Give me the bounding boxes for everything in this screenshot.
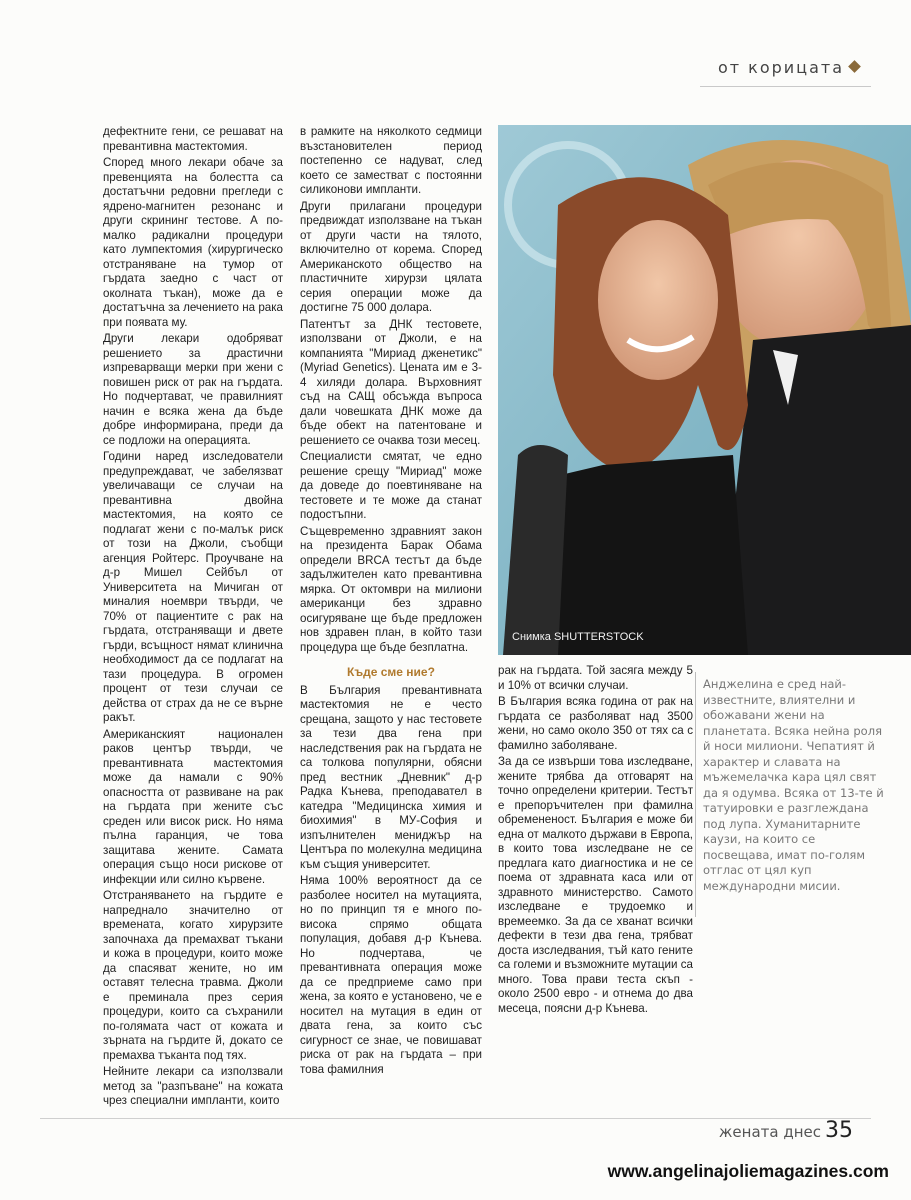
paragraph: За да се извърши това изследване, жените трябва да отговарят на точно определени критерии. Тестът е препоръчителен при фамилна обремененост. България е може би една от малкото държави в Европа, в които това изследване не се предлага като диагностика и не се поема от здравната каса или от здравното министерство. Самото изследване е трудоемко и времеемко. За да се хванат всички дефекти в тези два гена, трябват доста изследвания, тъй като гените са големи и възможните мутации са много. Това прави теста скъп - около 2500 евро - и отнема до два месеца, поясни д-р Кънева.	[498, 755, 693, 1015]
sidebar-text: Анджелина е сред най-известните, влиятелни и обожавани жени на планетата. Всяка нейна роля й носи милиони. Чепатият й характер и славата на мъжемелачка кара цял свят да я одумва. Всяка от 13-те й татуировки е разглеждана под лупа. Хуманитарните каузи, на които се посвещава, имат по-голям отглас от цял куп международни мисии.	[703, 677, 884, 893]
page-footer	[719, 1118, 853, 1143]
photo-illustration	[498, 125, 911, 655]
paragraph: Нейните лекари са използвали метод за "разпъване" на кожата чрез специални импланти, които	[103, 1065, 283, 1107]
photo-credit: Снимка SHUTTERSTOCK	[512, 631, 644, 643]
paragraph: Други прилагани процедури предвиждат използване на тъкан от други части на тялото, включително от корема. Според Американското общество на пластичните хирурзи цялата серия операции може да достигне 75 000 долара.	[300, 199, 482, 314]
paragraph: Патентът за ДНК тестовете, използвани от Джоли, е на компанията "Мириад дженетикс" (Myriad Genetics). Цената им е 3-4 хиляди долара. Върховният съд на САЩ обсъжда въпроса дали човешката ДНК може да бъде обект на патентоване и решението се очаква този месец.	[300, 317, 482, 447]
column-1	[103, 125, 283, 1111]
paragraph: Отстраняването на гърдите е напреднало значително от времената, когато хирурзите започнаха да премахват тъкани и кожа в процедури, които може да спасяват жените, но им оставят телесна травма. Джоли е преминала през серия процедури, които са съхранили по-голямата част от кожата и зърната на гърдите й, докато се премахва тъканта под тях.	[103, 889, 283, 1062]
section-header	[718, 58, 859, 77]
paragraph: в рамките на няколкото седмици възстановителен период постепенно се надуват, след което се заместват с постоянни силиконови импланти.	[300, 125, 482, 196]
magazine-name: жената днес	[718, 1123, 821, 1141]
paragraph: В България всяка година от рак на гърдата се разболяват над 3500 жени, но само около 350 от тях са с фамилно заболяване.	[498, 695, 693, 752]
paragraph: Няма 100% вероятност да се разболее носител на мутацията, но по принцип тя е много по-висока спрямо общата популация, добавя д-р Кънева. Но подчертава, че превантивната операция може да се предприеме само при жена, за която е установено, че е носител на мутация в един от двата гена, за които със сигурност се знае, че повишават риска от рак на гърдата – при това фамилния	[300, 874, 482, 1076]
header-rule	[700, 86, 871, 87]
paragraph: Други лекари одобряват решението за драстични изпреварващи мерки при жени с повишен риск от рак на гърдата. Но подчертават, че правилният начин е всяка жена да бъде добре информирана, преди да се подложи на операцията.	[103, 332, 283, 447]
page-number: 35	[825, 1118, 853, 1143]
paragraph: В България превантивната мастектомия не е често срещана, защото у нас тестовете за тези два гена при наследствения рак на гърдата не са толкова популярни, обясни пред вестник „Дневник" д-р Радка Кънева, преподавател в катедра "Медицинска химия и биохимия" в МУ-София и изпълнителен мениджър на Центъра по молекулна медицина към същия университет.	[300, 683, 482, 871]
column-3	[498, 664, 693, 1018]
paragraph: Години наред изследователи предупреждават, че забелязват увеличаващи се случаи на превантивна двойна мастектомия, на която се подлагат жени с по-малък риск от този на Джоли, съобщи агенция Ройтерс. Проучване на д-р Мишел Сейбъл от Университета на Мичиган от миналия ноември твърди, че 70% от пациентите с рак на гърдата, отстраняващи и двете гърди, всъщност нямат клинична необходимост да се подлагат на тази процедура. В огромен процент от тези случаи се действа от страх да не се върне ракът.	[103, 450, 283, 724]
paragraph: Американският национален раков център твърди, че превантивната мастектомия може да намали с 90% опасността от развиване на рак на гърдата при жените със среден или висок риск. Но няма пълна гаранция, че това защитава жените. Самата операция също носи рискове от инфекции или силно кървене.	[103, 727, 283, 886]
subheading: Къде сме ние?	[347, 665, 435, 679]
paragraph: Специалисти смятат, че едно решение срещу "Мириад" може да доведе до поевтиняване на тестовете и те може да станат подостъпни.	[300, 450, 482, 521]
cover-photo	[498, 125, 911, 655]
paragraph: Същевременно здравният закон на президента Барак Обама определи BRCA тестът да бъде задължителен като превантивна мярка. От октомври на милиони американци без здравно осигуряване ще бъде предложен нов здравен план, в който тази процедура ще бъде безплатна.	[300, 524, 482, 654]
paragraph: дефектните гени, се решават на превантивна мастектомия.	[103, 125, 283, 153]
watermark-url: www.angelinajoliemagazines.com	[607, 1161, 889, 1181]
sidebar-rule	[695, 672, 696, 917]
column-2	[300, 125, 482, 1079]
paragraph: Според много лекари обаче за превенцията на болестта са достатъчни редовни прегледи с ядрено-магнитен резонанс и други скрининг тестове. А по-малко радикални процедури като лумпектомия (хирургическо отстраняване на тумор от гърдата заедно с част от околната тъкан), може да е достатъчна за лечението на рака при появата му.	[103, 156, 283, 329]
section-title: от корицата	[717, 58, 844, 77]
diamond-icon	[848, 60, 861, 73]
paragraph: рак на гърдата. Той засяга между 5 и 10% от всички случаи.	[498, 664, 693, 692]
